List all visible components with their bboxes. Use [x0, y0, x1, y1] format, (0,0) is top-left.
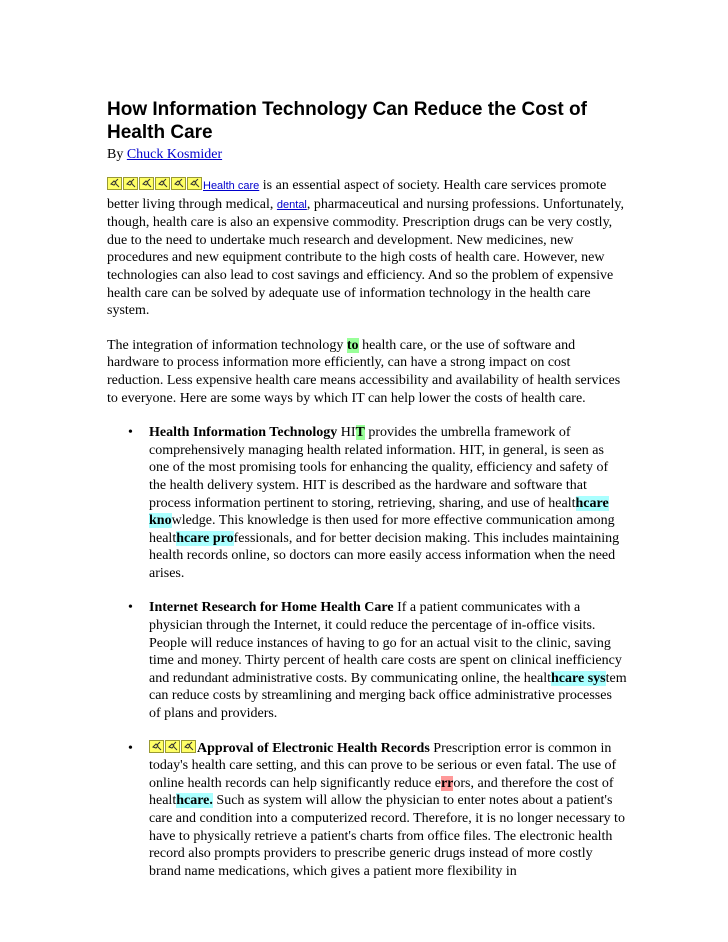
list-item-text: fessionals, and for better decision making. This includes maintaining health records online, so doctors can more easily access information when the need arises. [149, 530, 620, 581]
paragraph-intro-text-a: is an essential aspect of society. Health care services promote better living through medical, [107, 178, 607, 212]
highlighted-word: rr [440, 775, 454, 791]
list-item [107, 599, 627, 722]
list-item [107, 740, 627, 881]
health-care-link[interactable]: Health care [203, 180, 260, 192]
highlighted-word: T [355, 425, 365, 441]
list-item-text: provides the umbrella framework of comprehensively managing health related information. HIT, in general, is seen as one of the most promising tools for enhancing the quality, efficiency and safety of the health delivery system. HIT is described as the hardware and software that process information pertinent to storing, retrieving, sharing, and use of healt [149, 425, 609, 511]
cost-reduction-list [107, 424, 627, 880]
highlight-link-icon[interactable] [171, 177, 186, 190]
bullet-marker: • [128, 425, 133, 441]
highlight-link-icon[interactable] [187, 177, 202, 190]
article-page [107, 98, 627, 897]
list-item-text: HI [337, 425, 356, 441]
list-item-text: ors, and therefore the cost of healt [149, 775, 614, 809]
paragraph-intro [107, 177, 627, 320]
highlighted-word: hcare pro [176, 530, 234, 546]
list-item-term: Health Information Technology [149, 425, 338, 441]
highlight-link-icon[interactable] [181, 740, 196, 753]
list-item-text: wledge. This knowledge is then used for more effective communication among healt [149, 513, 615, 546]
highlight-link-icon[interactable] [149, 740, 164, 753]
highlight-link-icon[interactable] [165, 740, 180, 753]
highlight-link-icon[interactable] [155, 177, 170, 190]
bullet-marker: • [128, 600, 133, 616]
bullet-marker: • [128, 740, 133, 756]
paragraph-integration [107, 337, 627, 407]
highlight-link-icon[interactable] [123, 177, 138, 190]
page-title: How Information Technology Can Reduce the Cost of Health Care [107, 99, 587, 143]
list-item-text: tem can reduce costs by streamlining and merging back office administrative processes of plans and providers. [149, 670, 627, 722]
byline [107, 146, 627, 163]
highlighted-word: hcare. [176, 793, 213, 809]
highlight-link-icon[interactable] [107, 177, 122, 190]
list-item-term: Internet Research for Home Health Care [149, 600, 394, 616]
list-item [107, 424, 627, 582]
paragraph-integration-text-a: The integration of information technology [107, 337, 347, 353]
list-item-text: If a patient communicates with a physician through the Internet, it could reduce the percentage of in-office visits. People will reduce instances of having to go for an actual visit to the clinic, saving time and money. Thirty percent of health care costs are spent on clinical inefficiency and redundant administrative costs. By communicating online, the healt [149, 600, 622, 686]
list-item-text: Prescription error is common in today's health care setting, and this can prove to be serious or even fatal. The use of online health records can help significantly reduce e [149, 740, 617, 791]
paragraph-integration-text-b: health care, or the use of software and hardware to process information more efficiently, can have a strong impact on cost reduction. Less expensive health care means accessibility and availability of health services to everyone. Here are some ways by which IT can help lower the costs of health care. [107, 337, 621, 406]
byline-prefix: By [107, 147, 127, 162]
list-item-term: Approval of Electronic Health Records [197, 740, 430, 756]
highlighted-word: hcare kno [149, 495, 609, 529]
dental-link[interactable]: dental [276, 198, 307, 211]
highlighted-word: to [346, 337, 359, 353]
paragraph-intro-text-b: , pharmaceutical and nursing professions. Unfortunately, though, health care is also an expensive commodity. Prescription drugs can be very costly, due to the need to undertake much research and development. New medicines, new procedures and new equipment contribute to the high costs of health care. However, new technologies can also lead to cost savings and efficiency. And so the problem of expensive health care can be solved by adequate use of information technology in the health care system. [107, 196, 625, 319]
list-item-text: Such as system will allow the physician to enter notes about a patient's care and condition into a computerized record. Therefore, it is no longer necessary to have to physically retrieve a patient's charts from office files. The electronic health record also prompts providers to prescribe generic drugs instead of more costly brand name medications, which gives a patient more flexibility in [149, 793, 625, 879]
highlight-link-icon[interactable] [139, 177, 154, 190]
author-link[interactable]: Chuck Kosmider [126, 147, 223, 162]
highlighted-word: hcare sys [551, 670, 606, 686]
